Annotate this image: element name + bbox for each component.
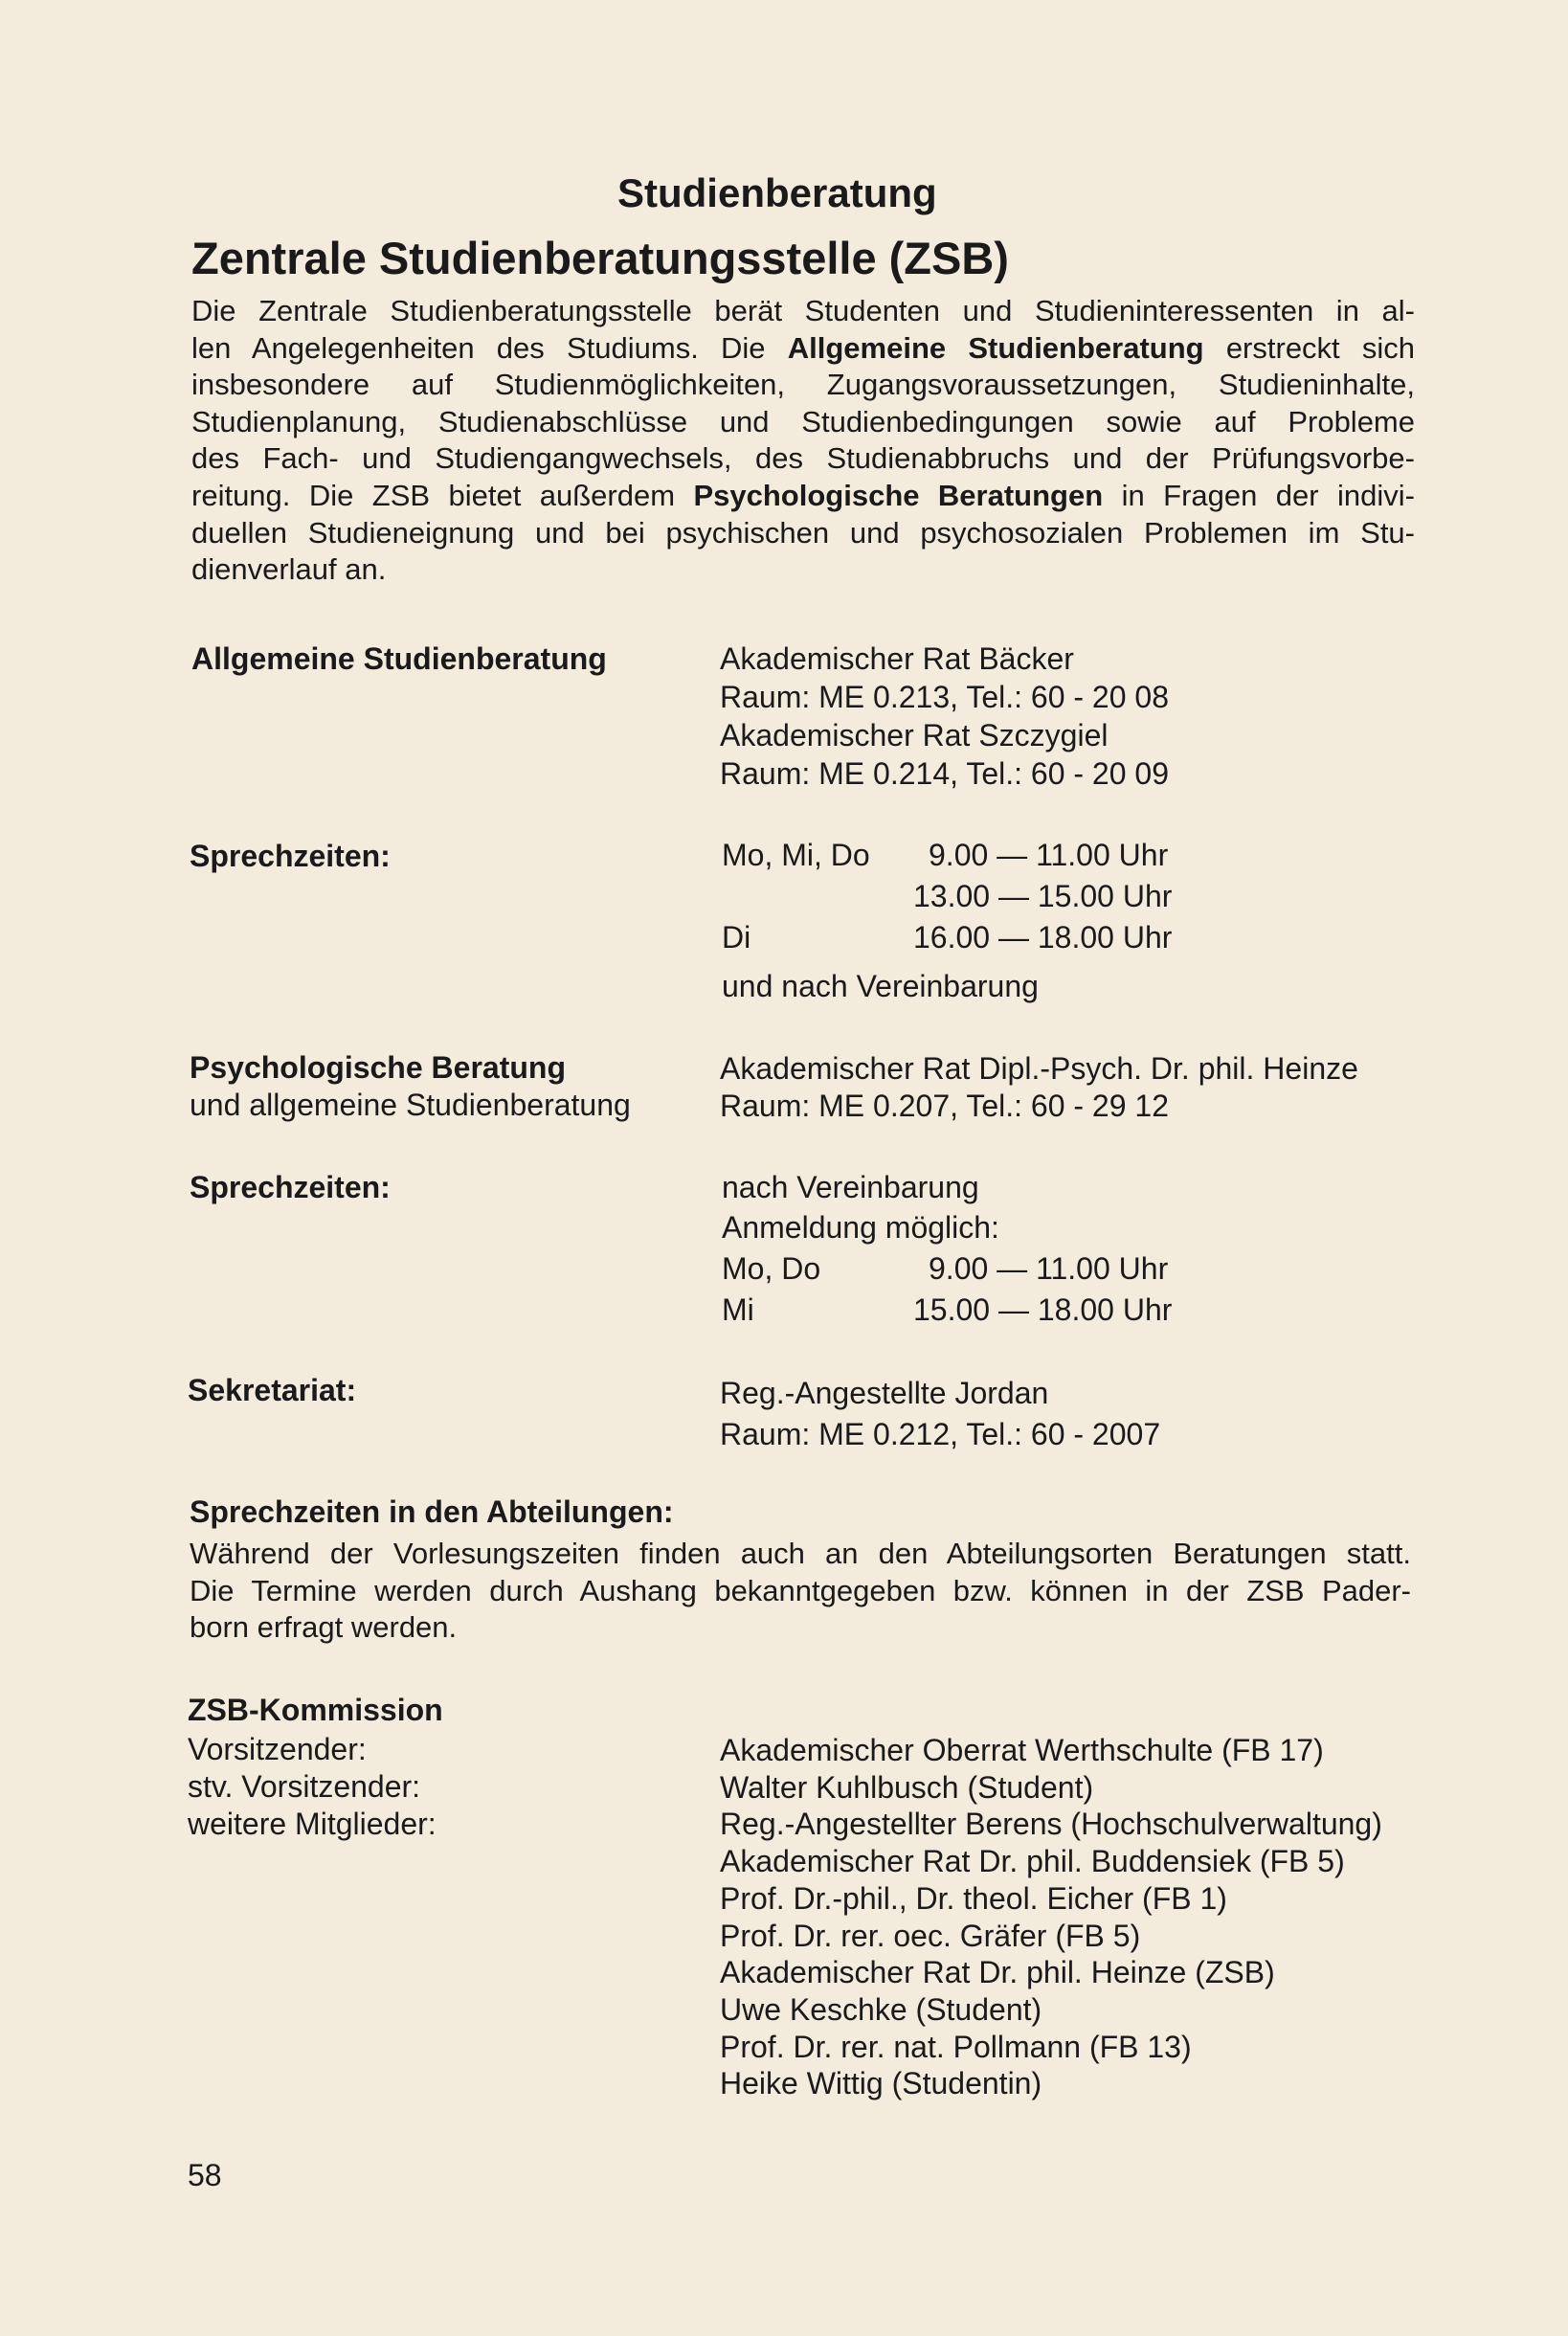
- psychologische-contacts: [720, 1050, 1358, 1125]
- member-line: Walter Kuhlbusch (Student): [720, 1769, 1094, 1805]
- member-line: Reg.-Angestellter Berens (Hochschulverwaltung): [720, 1807, 1382, 1842]
- paragraph-line: Die Termine werden durch Aushang bekanntgegeben bzw. können in der ZSB Pader-: [190, 1573, 1411, 1607]
- intro-line: Studienplanung, Studienabschlüsse und Studienbedingungen sowie auf Probleme: [191, 404, 1415, 438]
- kommission-role: stv. Vorsitzender:: [188, 1769, 421, 1804]
- intro-line: duellen Studieneignung und bei psychischen und psychosozialen Problemen im Stu-: [191, 515, 1415, 550]
- psychologische-label: Psychologische Beratung: [190, 1050, 566, 1085]
- schedule-time: 15.00 — 18.00 Uhr: [913, 1292, 1173, 1327]
- emphasis-allgemeine: Allgemeine Studienberatung: [787, 330, 1204, 365]
- paragraph-line: born erfragt werden.: [190, 1610, 458, 1645]
- schedule-time: 9.00 — 11.00 Uhr: [929, 1251, 1169, 1286]
- page-subtitle: Zentrale Studienberatungsstelle (ZSB): [191, 233, 1009, 283]
- contact-line: Raum: ME 0.207, Tel.: 60 - 29 12: [720, 1089, 1169, 1123]
- member-line: Akademischer Rat Dr. phil. Heinze (ZSB): [720, 1955, 1275, 1990]
- kommission-members: [720, 1732, 1382, 2102]
- contact-line: Raum: ME 0.213, Tel.: 60 - 20 08: [720, 680, 1169, 714]
- contact-line: Reg.-Angestellte Jordan: [720, 1376, 1049, 1410]
- sprechzeiten-label-2: Sprechzeiten:: [190, 1170, 391, 1204]
- member-line: Heike Wittig (Studentin): [720, 2066, 1042, 2101]
- paragraph-line: Während der Vorlesungszeiten finden auch an den Abteilungsorten Beratungen statt.: [190, 1537, 1411, 1570]
- schedule-time: 13.00 — 15.00 Uhr: [913, 879, 1173, 913]
- member-line: Prof. Dr. rer. nat. Pollmann (FB 13): [720, 2029, 1192, 2064]
- psychologische-sublabel: und allgemeine Studienberatung: [190, 1088, 631, 1122]
- member-line: Uwe Keschke (Student): [720, 1991, 1042, 2027]
- contact-line: Akademischer Rat Szczygiel: [720, 718, 1109, 752]
- schedule-days: Mo, Mi, Do: [722, 838, 870, 872]
- intro-line: insbesondere auf Studienmöglichkeiten, Zugangsvoraussetzungen, Studieninhalte,: [191, 368, 1415, 402]
- schedule-note: Anmeldung möglich:: [722, 1210, 999, 1245]
- emphasis-psychologische: Psychologische Beratungen: [693, 478, 1104, 512]
- schedule-days: Di: [722, 920, 751, 955]
- schedule-days: Mi: [722, 1292, 754, 1327]
- member-line: Akademischer Rat Dr. phil. Buddensiek (FB 5): [720, 1844, 1345, 1879]
- intro-line: reitung. Die ZSB bietet außerdem Psychologische Beratungen in Fragen der indivi-: [191, 478, 1416, 512]
- contact-line: Akademischer Rat Bäcker: [720, 641, 1074, 676]
- schedule-time: 16.00 — 18.00 Uhr: [913, 920, 1173, 955]
- intro-line: dienverlauf an.: [191, 552, 387, 587]
- sprechzeiten-label: Sprechzeiten:: [190, 839, 391, 873]
- kommission-role: Vorsitzender:: [188, 1732, 367, 1766]
- contact-line: Akademischer Rat Dipl.-Psych. Dr. phil. Heinze: [720, 1051, 1358, 1086]
- intro-paragraph: [191, 293, 1415, 589]
- kommission-role: weitere Mitglieder:: [188, 1807, 437, 1841]
- sekretariat-label: Sekretariat:: [188, 1373, 357, 1407]
- intro-line: Die Zentrale Studienberatungsstelle berät Studenten und Studieninteressenten in al-: [191, 294, 1415, 327]
- abteilungen-heading: Sprechzeiten in den Abteilungen:: [190, 1494, 674, 1529]
- contact-line: Raum: ME 0.214, Tel.: 60 - 20 09: [720, 756, 1169, 791]
- member-line: Prof. Dr. rer. oec. Gräfer (FB 5): [720, 1918, 1141, 1953]
- abteilungen-paragraph: [190, 1536, 1411, 1647]
- schedule-note: und nach Vereinbarung: [722, 969, 1039, 1003]
- schedule-time: 9.00 — 11.00 Uhr: [929, 838, 1169, 872]
- sekretariat-contacts: [720, 1373, 1160, 1455]
- allgemeine-contacts: [720, 640, 1169, 793]
- kommission-heading: ZSB-Kommission: [188, 1693, 443, 1727]
- page-title: Studienberatung: [617, 170, 937, 215]
- schedule-days: Mo, Do: [722, 1251, 821, 1286]
- intro-line: des Fach- und Studiengangwechsels, des Studienabbruchs und der Prüfungsvorbe-: [191, 441, 1415, 476]
- member-line: Akademischer Oberrat Werthschulte (FB 17): [720, 1733, 1324, 1767]
- contact-line: Raum: ME 0.212, Tel.: 60 - 2007: [720, 1417, 1161, 1451]
- allgemeine-label: Allgemeine Studienberatung: [191, 641, 607, 676]
- page-number: 58: [188, 2158, 222, 2192]
- intro-line: len Angelegenheiten des Studiums. Die Allgemeine Studienberatung erstreckt sich: [191, 330, 1415, 365]
- schedule-note: nach Vereinbarung: [722, 1170, 979, 1204]
- member-line: Prof. Dr.-phil., Dr. theol. Eicher (FB 1): [720, 1880, 1227, 1916]
